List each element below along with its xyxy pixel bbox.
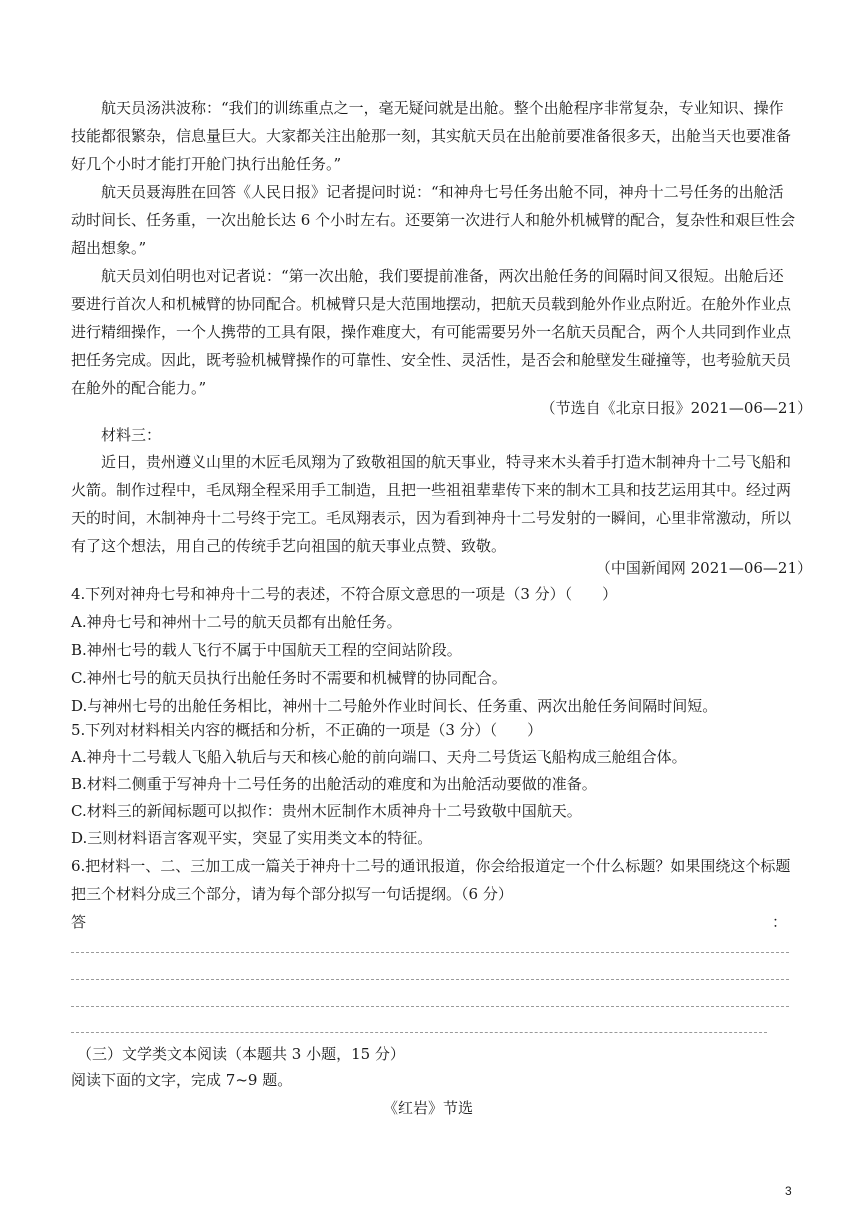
m2-p2-line2: 动时间长、任务重，一次出舱长达 6 个小时左右。还要第一次进行人和舱外机械臂的配合，复杂性和艰巨性会 [71, 211, 796, 229]
q5-option-c: C.材料三的新闻标题可以拟作：贵州木匠制作木质神舟十二号致敬中国航天。 [71, 802, 582, 820]
q4-option-a: A.神舟七号和神州十二号的航天员都有出舱任务。 [71, 613, 402, 631]
m2-p3-line4: 把任务完成。因此，既考验机械臂操作的可靠性、安全性、灵活性，是否会和舱壁发生碰撞等，也考验航天员 [71, 351, 792, 369]
m2-p2-line3: 超出想象。” [71, 239, 147, 257]
q4-option-d: D.与神州七号的出舱任务相比，神州十二号舱外作业时间长、任务重、两次出舱任务间隔时间短。 [71, 697, 718, 715]
m2-source: （节选自《北京日报》2021—06—21） [540, 399, 812, 417]
answer-line-3[interactable] [71, 1006, 789, 1007]
m2-p1-line1: 航天员汤洪波称：“我们的训练重点之一，毫无疑问就是出舱。整个出舱程序非常复杂，专业知识、操作 [101, 99, 784, 117]
q5-option-d: D.三则材料语言客观平实，突显了实用类文本的特征。 [71, 829, 433, 847]
m3-line2: 火箭。制作过程中，毛凤翔全程采用手工制造，且把一些祖祖辈辈传下来的制木工具和技艺运用其中。经过两 [71, 481, 792, 499]
q6-answer-label: 答 [71, 913, 87, 931]
m2-p2-line1: 航天员聂海胜在回答《人民日报》记者提问时说：“和神舟七号任务出舱不同，神舟十二号任务的出舱活 [101, 183, 784, 201]
m3-heading: 材料三： [101, 426, 162, 444]
q6-line2: 把三个材料分成三个部分，请为每个部分拟写一句话提纲。（6 分） [71, 885, 513, 903]
answer-line-2[interactable] [71, 979, 789, 980]
q4-stem: 4.下列对神舟七号和神舟十二号的表述，不符合原文意思的一项是（3 分）（ ） [71, 585, 618, 603]
m2-p3-line3: 进行精细操作，一个人携带的工具有限，操作难度大，有可能需要另外一名航天员配合，两个人共同到作业点 [71, 323, 792, 341]
m2-p1-line3: 好几个小时才能打开舱门执行出舱任务。” [71, 155, 342, 173]
q5-option-a: A.神舟十二号载人飞船入轨后与天和核心舱的前向端口、天舟二号货运飞船构成三舱组合体。 [71, 748, 687, 766]
section3-heading: （三）文学类文本阅读（本题共 3 小题，15 分） [77, 1045, 405, 1063]
page-number: 3 [785, 1184, 792, 1198]
q4-option-b: B.神州七号的载人飞行不属于中国航天工程的空间站阶段。 [71, 641, 462, 659]
m2-p3-line5: 在舱外的配合能力。” [71, 379, 207, 397]
section3-title: 《红岩》节选 [383, 1099, 474, 1117]
m2-p3-line1: 航天员刘伯明也对记者说：“第一次出舱，我们要提前准备，两次出舱任务的间隔时间又很短。出舱后还 [101, 267, 784, 285]
m2-p1-line2: 技能都很繁杂，信息量巨大。大家都关注出舱那一刻，其实航天员在出舱前要准备很多天，出舱当天也要准备 [71, 127, 792, 145]
m3-source: （中国新闻网 2021—06—21） [595, 559, 812, 577]
answer-line-1[interactable] [71, 952, 789, 953]
m2-p3-line2: 要进行首次人和机械臂的协同配合。机械臂只是大范围地摆动，把航天员载到舱外作业点附近。在舱外作业点 [71, 295, 792, 313]
q6-answer-colon: ： [772, 913, 788, 931]
q4-option-c: C.神州七号的航天员执行出舱任务时不需要和机械臂的协同配合。 [71, 669, 507, 687]
q6-line1: 6.把材料一、二、三加工成一篇关于神舟十二号的通讯报道，你会给报道定一个什么标题？如果围绕这个标题 [71, 857, 791, 875]
m3-line4: 有了这个想法，用自己的传统手艺向祖国的航天事业点赞、致敬。 [71, 537, 507, 555]
answer-line-4[interactable] [71, 1032, 767, 1033]
m3-line3: 天的时间，木制神舟十二号终于完工。毛凤翔表示，因为看到神舟十二号发射的一瞬间，心里非常激动，所以 [71, 509, 792, 527]
m3-line1: 近日，贵州遵义山里的木匠毛凤翔为了致敬祖国的航天事业，特寻来木头着手打造木制神舟十二号飞船和 [101, 453, 792, 471]
q5-option-b: B.材料二侧重于写神舟十二号任务的出舱活动的难度和为出舱活动要做的准备。 [71, 775, 597, 793]
q5-stem: 5.下列对材料相关内容的概括和分析，不正确的一项是（3 分）（ ） [71, 721, 543, 739]
section3-instruction: 阅读下面的文字，完成 7~9 题。 [71, 1071, 293, 1089]
